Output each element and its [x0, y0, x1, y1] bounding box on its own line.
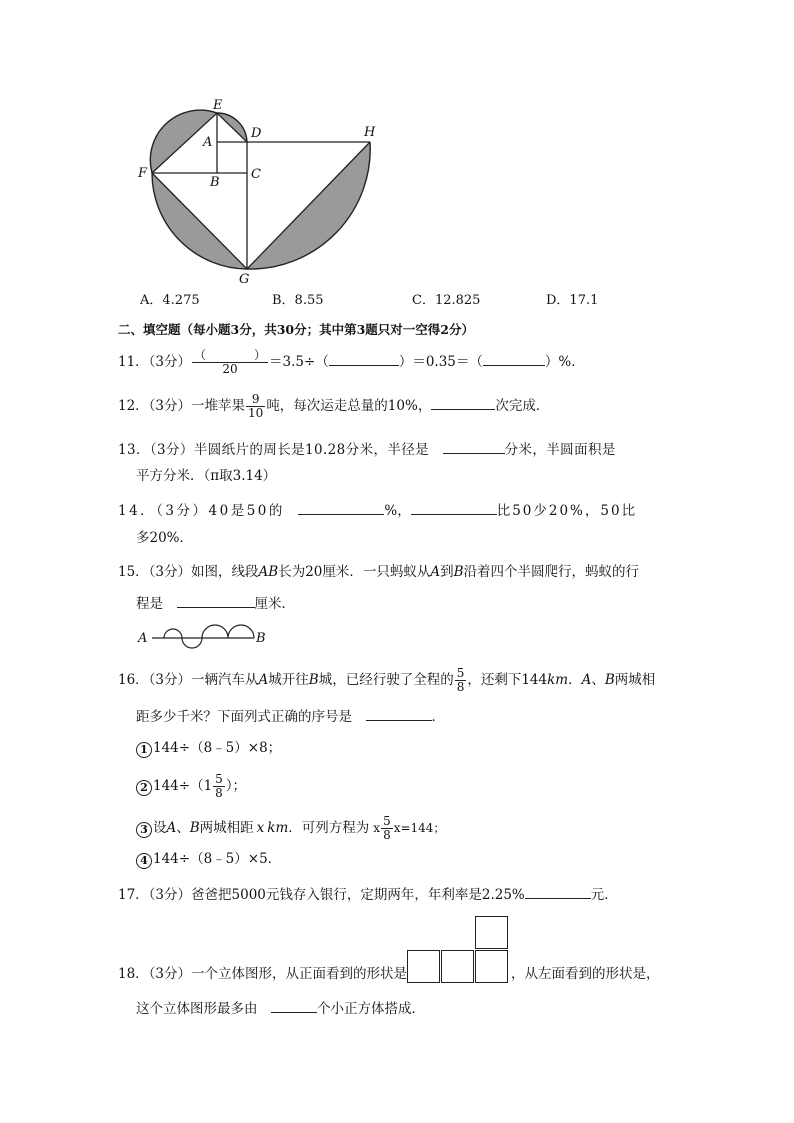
label-b: B [210, 175, 220, 190]
q16-city-a-2: A [581, 672, 592, 688]
q16-text-2: 城开往 [268, 672, 309, 688]
q16-option-1 [136, 739, 281, 758]
question-16-line-2 [136, 706, 445, 726]
question-18-line-2 [136, 998, 425, 1018]
q12-text-3: 次完成． [495, 398, 550, 414]
q16-fraction [455, 667, 467, 694]
q15-text-3: 到 [440, 564, 454, 580]
label-a: A [203, 135, 213, 150]
q12-text-2: 吨，每次运走总量的10%， [266, 398, 432, 414]
q12-fraction [246, 393, 265, 420]
q15-semicircles-drawing [150, 618, 260, 652]
q16-option-3-city-b: B [189, 820, 200, 836]
q16-option-3-eq-x: x [373, 821, 381, 835]
question-13-line-1 [118, 439, 616, 459]
q18-text-4: 个小正方体搭成． [317, 1001, 425, 1017]
q18-blank[interactable] [271, 998, 317, 1013]
q16-option-2-marker: 2 [136, 780, 152, 796]
question-15-line-1 [118, 563, 639, 581]
q16-option-2-text-1: 144÷（1 [153, 778, 213, 794]
q14-blank-2[interactable] [411, 500, 497, 515]
q14-text-4: 多20%． [136, 530, 194, 546]
question-17 [118, 884, 618, 904]
question-15-line-2 [136, 593, 295, 613]
q16-text-3: 城，已经行驶了全程的 [318, 672, 454, 688]
q15-figure-label-b: B [256, 631, 266, 646]
q12-denominator: 10 [248, 406, 264, 420]
q16-option-3-denominator: 8 [383, 828, 391, 842]
label-d: D [251, 126, 262, 141]
q14-blank-1[interactable] [298, 500, 384, 515]
geometry-figure [130, 92, 390, 287]
q11-text-3: ）%． [544, 354, 585, 370]
q16-blank[interactable] [366, 706, 432, 721]
q15-segment-ab: AB [258, 564, 279, 580]
q16-option-1-text: 144÷（8﹣5）×8； [153, 740, 282, 756]
q15-text-5: 程是 [136, 596, 163, 612]
label-h: H [364, 125, 376, 140]
q16-text-4: ，还剩下144 [467, 672, 548, 688]
label-e: E [213, 98, 223, 113]
q16-option-3-numerator: 5 [383, 814, 391, 828]
q12-text-1: 12．（3分）一堆苹果 [118, 398, 246, 414]
q11-prefix: 11．（3分） [118, 354, 192, 370]
q15-text-6: 厘米． [254, 596, 295, 612]
q16-option-3-marker: 3 [136, 822, 152, 838]
q16-numerator: 5 [456, 666, 465, 680]
choice-d[interactable]: D．17.1 [546, 293, 599, 308]
q16-option-4-marker: 4 [136, 853, 152, 869]
choice-c[interactable]: C．12.825 [412, 293, 481, 308]
q14-text-1: 14．（3分）40是50的 [118, 503, 285, 519]
q13-text-3: 平方分米．（π取3.14） [136, 468, 277, 484]
q17-text-2: 元． [590, 887, 618, 903]
q16-city-a: A [258, 672, 269, 688]
choice-a[interactable]: A．4.275 [140, 293, 200, 308]
q15-point-a: A [430, 564, 441, 580]
q16-option-3-unit: km [267, 820, 289, 836]
question-14-line-2 [136, 529, 193, 547]
q13-text-2: 分米，半圆面积是 [504, 442, 616, 458]
q18-front-view-figure [407, 911, 511, 983]
q12-blank[interactable] [431, 395, 495, 410]
q15-figure-label-a: A [138, 631, 148, 646]
q15-text-4: 沿着四个半圆爬行，蚂蚁的行 [463, 564, 640, 580]
q16-option-4 [136, 850, 281, 869]
q14-text-2: %， [384, 503, 411, 519]
q11-text-1: ＝3.5÷（ [269, 354, 329, 370]
q14-text-3: 比50少20%，50比 [496, 503, 638, 519]
q18-text-1: 18．（3分）一个立体图形，从正面看到的形状是 [118, 966, 408, 982]
q16-option-1-marker: 1 [136, 742, 152, 758]
choice-b[interactable]: B．8.55 [272, 293, 324, 308]
q16-option-3-text-2: 、 [176, 820, 190, 836]
question-14-line-1 [118, 500, 637, 520]
q16-text-9: ． [431, 709, 445, 725]
q16-option-3-text-1: 设 [153, 820, 167, 836]
q16-option-3 [136, 815, 445, 842]
q17-blank[interactable] [525, 884, 591, 899]
label-f: F [138, 166, 148, 181]
q18-text-3: 这个立体图形最多由 [136, 1001, 258, 1017]
q11-fraction [192, 349, 268, 376]
q17-text-1: 17．（3分）爸爸把5000元钱存入银行，定期两年，年利率是2.25% [118, 887, 525, 903]
q16-option-3-eq-rest: x=144； [393, 821, 446, 835]
question-16-line-1 [118, 667, 655, 694]
q16-option-3-city-a: A [166, 820, 177, 836]
q11-blank-1[interactable] [329, 351, 399, 366]
q16-option-2 [136, 773, 246, 800]
question-18-line-1 [118, 911, 660, 983]
q16-city-b: B [308, 672, 319, 688]
q15-point-b: B [453, 564, 464, 580]
q16-city-b-2: B [604, 672, 615, 688]
q16-option-2-fraction [213, 773, 225, 800]
q16-text-5: ． [568, 672, 582, 688]
q11-numerator[interactable]: （ ） [194, 348, 267, 362]
q16-option-2-numerator: 5 [215, 772, 223, 786]
q16-text-8: 距多少千米？下面列式正确的序号是 [136, 709, 352, 725]
q16-option-3-fraction [381, 815, 393, 842]
q16-option-2-denominator: 8 [215, 786, 223, 800]
q16-text-7: 两城相 [614, 672, 656, 688]
q11-blank-2[interactable] [483, 351, 545, 366]
q16-option-3-variable: x [256, 820, 265, 836]
q16-option-2-text-2: ）； [225, 778, 247, 794]
q12-numerator: 9 [246, 393, 265, 407]
question-11 [118, 349, 585, 376]
q18-text-2: ，从左面看到的形状是， [511, 966, 660, 982]
q16-option-3-text-3: 两城相距 [199, 820, 254, 836]
q16-denominator: 8 [456, 680, 465, 694]
q15-text-2: 长为20厘米．一只蚂蚁从 [278, 564, 431, 580]
label-g: G [239, 272, 250, 287]
q16-option-3-text-4: ．可列方程为 [288, 820, 370, 836]
q16-option-4-text: 144÷（8﹣5）×5． [153, 851, 282, 867]
q15-text-1: 15．（3分）如图，线段 [118, 564, 259, 580]
section-title: 二、填空题（每小题3分，共30分；其中第3题只对一空得2分） [118, 322, 474, 337]
q16-unit-km: km [547, 672, 569, 688]
q16-text-6: 、 [591, 672, 605, 688]
q11-text-2: ）＝0.35＝（ [398, 354, 483, 370]
question-12 [118, 393, 549, 420]
q13-blank-1[interactable] [443, 439, 505, 454]
q11-denominator: 20 [222, 362, 238, 376]
q13-text-1: 13．（3分）半圆纸片的周长是10.28分米，半径是 [118, 442, 430, 458]
question-13-line-2 [136, 467, 276, 485]
q16-text-1: 16．（3分）一辆汽车从 [118, 672, 259, 688]
q15-figure [136, 618, 276, 652]
q15-blank[interactable] [177, 593, 255, 608]
label-c: C [251, 167, 261, 182]
